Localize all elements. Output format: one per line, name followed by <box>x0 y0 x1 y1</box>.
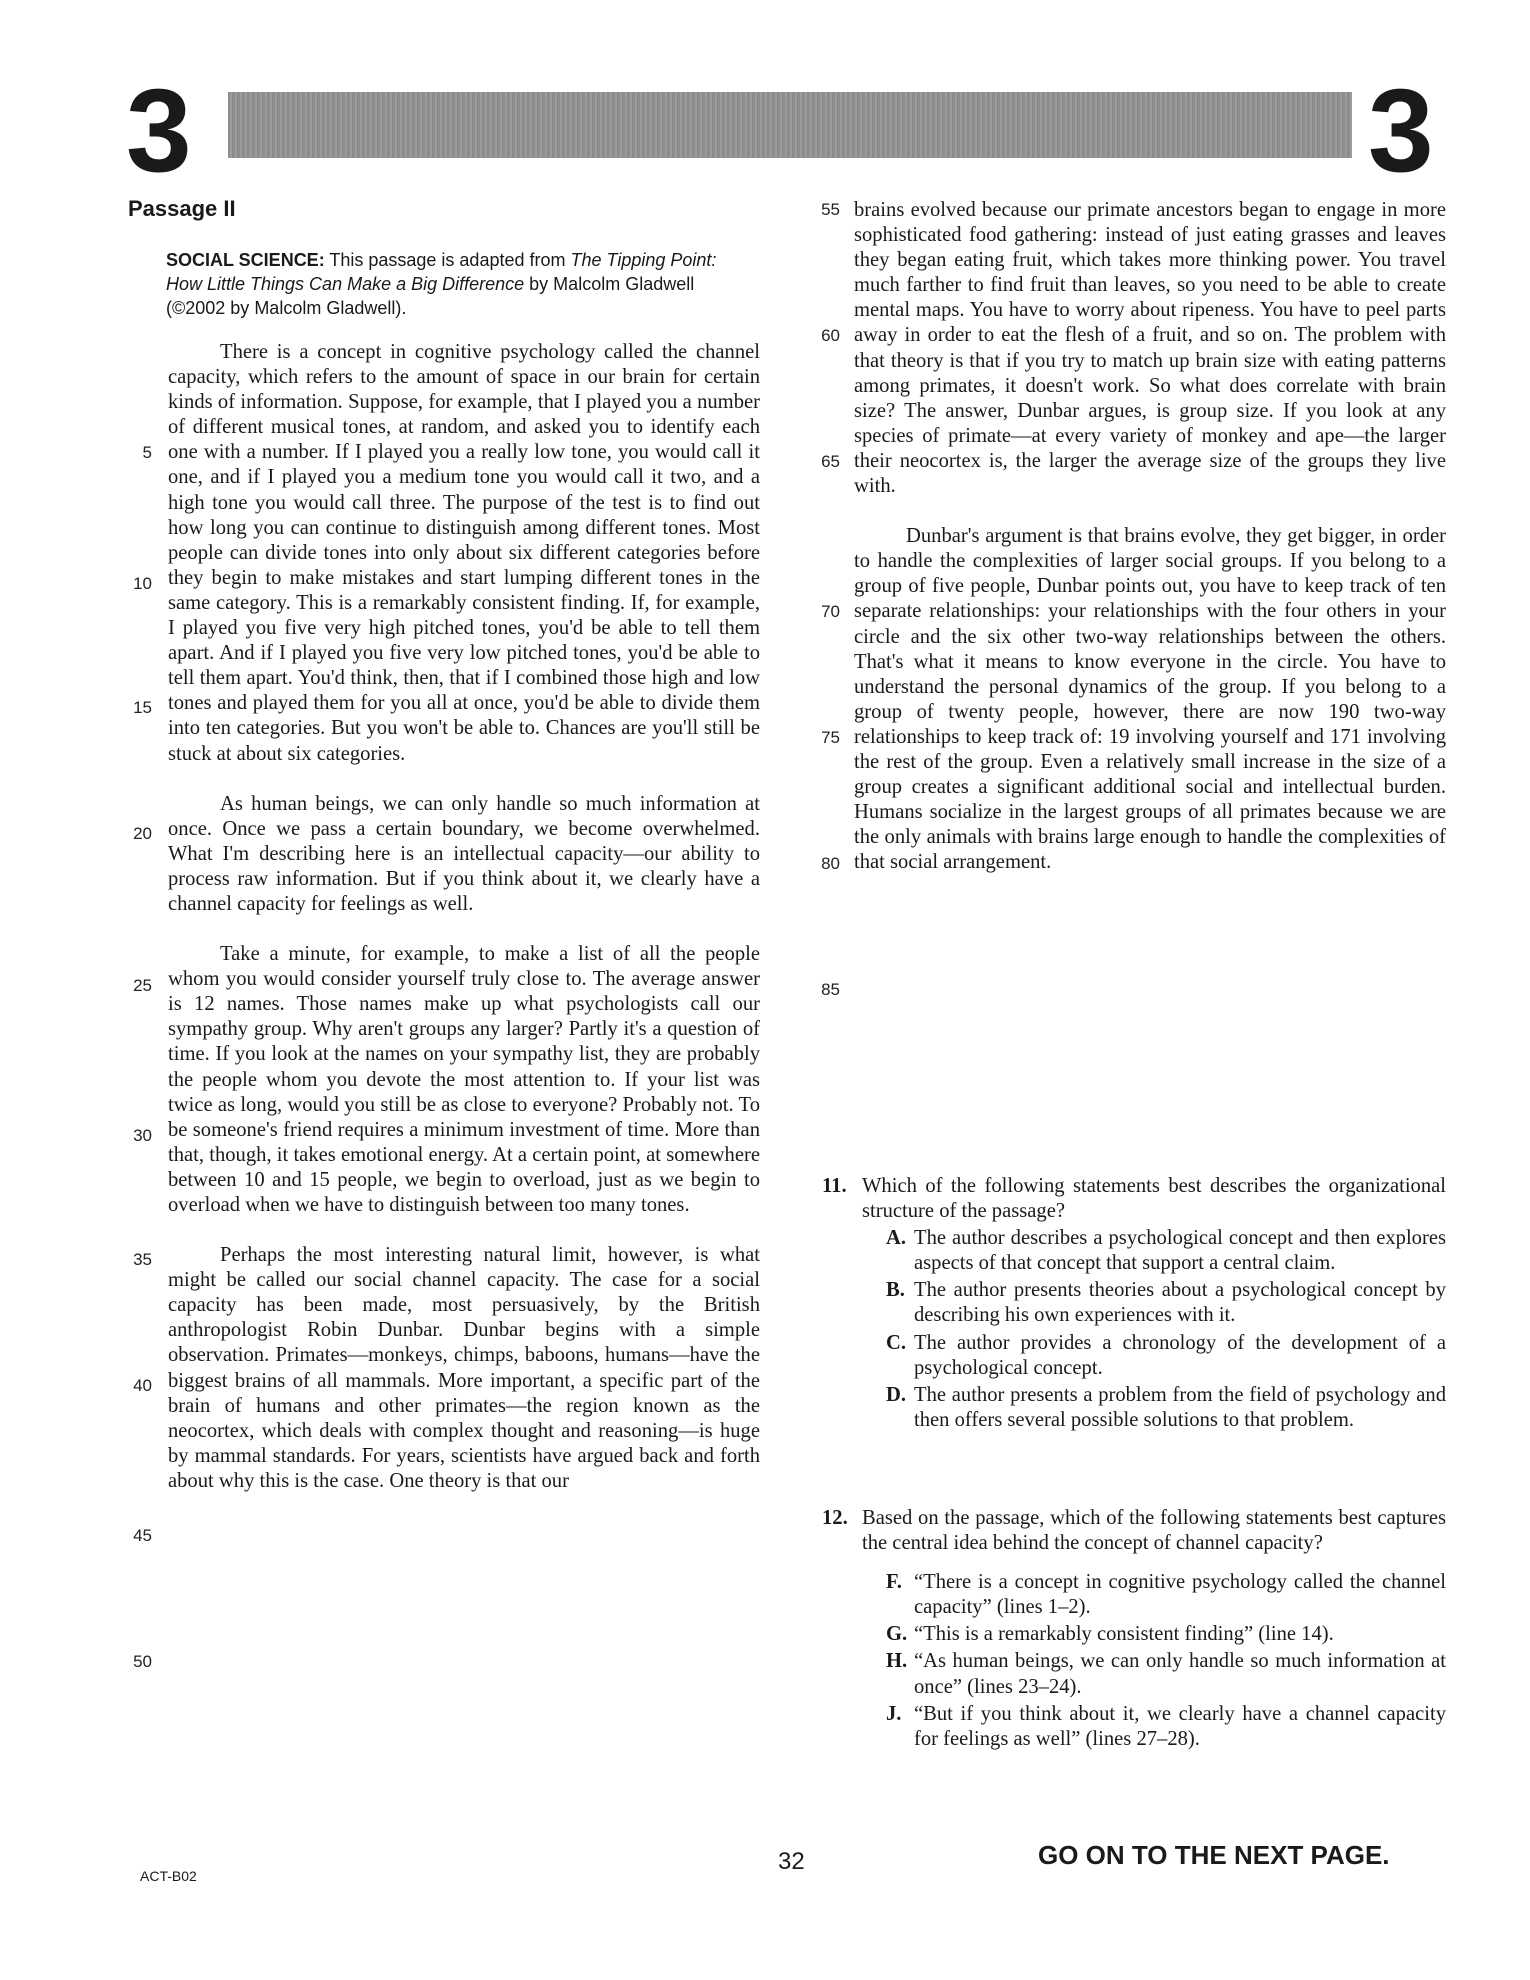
source-text-after: by Malcolm Gladwell (©2002 by Malcolm Gladwell). <box>166 274 695 318</box>
line-number: 15 <box>133 698 152 717</box>
option-text: The author describes a psychological concept and then explores aspects of that concept that support a central claim. <box>914 1227 1446 1275</box>
answer-option-h[interactable] <box>862 1649 1446 1699</box>
question-number: 12. <box>822 1507 848 1529</box>
answer-option-c[interactable] <box>862 1331 1446 1381</box>
passage-paragraph: brains evolved because our primate ancestors began to engage in more sophisticated food gathering: instead of just eating grasses and leaves they began eating fruit, which takes more thinking power. You travel much farther to find fruit than leaves, so you need to be able to create mental maps. You have to worry about ripeness. You have to peel parts away in order to eat the flesh of a fruit, and so on. The problem with that theory is that if you try to match up brain size with eating patterns among primates, it doesn't work. So what does correlate with brain size? The answer, Dunbar argues, is group size. If you look at any species of primate—at every variety of monkey and ape—the larger their neocortex is, the larger the average size of the groups they live with. <box>854 199 1446 498</box>
option-letter: C. <box>886 1331 907 1354</box>
option-letter: H. <box>886 1650 908 1673</box>
option-letter: F. <box>886 1571 902 1594</box>
passage-label: Passage II <box>128 196 236 221</box>
test-form-code: ACT-B02 <box>140 1868 197 1884</box>
answer-option-g[interactable] <box>862 1622 1446 1647</box>
answer-option-j[interactable] <box>862 1702 1446 1752</box>
question-stem <box>822 1506 1446 1556</box>
answer-option-a[interactable] <box>862 1226 1446 1276</box>
option-text: The author provides a chronology of the development of a psychological concept. <box>914 1331 1446 1379</box>
source-text-before: This passage is adapted from <box>324 250 571 270</box>
line-number: 50 <box>133 1652 152 1671</box>
line-number: 65 <box>821 452 840 471</box>
passage-paragraph: Perhaps the most interesting natural limit, however, is what might be called our social channel capacity. The case for a social capacity has been made, most persuasively, by the British anthropologist Robin Dunbar. Dunbar begins with a simple observation. Primates—monkeys, chimps, baboons, humans—have the biggest brains of all mammals. More important, a specific part of the brain of humans and other primates—the region known as the neocortex, which deals with complex thought and reasoning—is huge by mammal standards. For years, scientists have argued back and forth about why this is the case. One theory is that our <box>168 1244 760 1492</box>
line-number: 70 <box>821 602 840 621</box>
passage-source <box>166 248 756 320</box>
line-number: 75 <box>821 728 840 747</box>
option-text: “As human beings, we can only handle so much information at once” (lines 23–24). <box>914 1650 1446 1698</box>
line-number: 60 <box>821 326 840 345</box>
line-number: 25 <box>133 976 152 995</box>
section-number-left: 3 <box>126 65 190 197</box>
question-text: Which of the following statements best describes the organizational structure of the passage? <box>862 1175 1446 1223</box>
passage-right-column <box>854 198 1446 875</box>
option-text: The author presents a problem from the field of psychology and then offers several possible solutions to that problem. <box>914 1383 1446 1431</box>
line-number: 85 <box>821 980 840 999</box>
line-number: 45 <box>133 1526 152 1545</box>
page-number: 32 <box>778 1848 805 1875</box>
line-number: 40 <box>133 1376 152 1395</box>
answer-option-d[interactable] <box>862 1383 1446 1433</box>
line-number: 30 <box>133 1126 152 1145</box>
next-page-notice: GO ON TO THE NEXT PAGE. <box>1038 1840 1390 1870</box>
option-letter: D. <box>886 1383 907 1406</box>
answer-option-f[interactable] <box>862 1570 1446 1620</box>
line-number: 55 <box>821 200 840 219</box>
line-number: 10 <box>133 574 152 593</box>
question-text: Based on the passage, which of the following statements best captures the central idea behind the concept of channel capacity? <box>862 1507 1446 1555</box>
line-number: 80 <box>821 854 840 873</box>
option-text: “This is a remarkably consistent finding” (line 14). <box>914 1623 1334 1646</box>
option-letter: B. <box>886 1279 905 1302</box>
question-number: 11. <box>822 1175 847 1197</box>
answer-option-b[interactable] <box>862 1278 1446 1328</box>
passage-paragraph: Take a minute, for example, to make a list of all the people whom you would consider yourself truly close to. The average answer is 12 names. Those names make up what psychologists call our sympathy group. Why aren't groups any larger? Partly it's a question of time. If you look at the names on your sympathy list, they are probably the people whom you devote the most attention to. If your list was twice as long, would you still be as close to everyone? Probably not. To be someone's friend requires a minimum investment of time. More than that, though, it takes emotional energy. At a certain point, at somewhere between 10 and 15 people, we begin to overload, just as we begin to overload when we have to distinguish between too many tones. <box>168 943 760 1216</box>
passage-paragraph: Dunbar's argument is that brains evolve, they get bigger, in order to handle the complexities of larger social groups. If you belong to a group of five people, Dunbar points out, you have to keep track of ten separate relationships: your relationships with the four others in your circle and the six other two-way relationships between the others. That's what it means to know everyone in the circle. You have to understand the personal dynamics of the group. If you belong to a group of twenty people, however, there are now 190 two-way relationships to keep track of: 19 involving yourself and 171 involving the rest of the group. Even a relatively small increase in the size of a group creates a significant additional social and intellectual burden. Humans socialize in the largest groups of all primates because we are the only animals with brains large enough to handle the complexities of that social arrangement. <box>854 525 1446 874</box>
line-number: 35 <box>133 1250 152 1269</box>
section-header-bar <box>228 92 1352 158</box>
source-label: SOCIAL SCIENCE: <box>166 250 325 270</box>
option-text: “There is a concept in cognitive psychology called the channel capacity” (lines 1–2). <box>914 1571 1446 1619</box>
source-title: The Tipping Point: How Little Things Can Make a Big Difference <box>166 250 717 294</box>
option-letter: J. <box>886 1702 902 1725</box>
option-letter: G. <box>886 1623 908 1646</box>
passage-paragraph: As human beings, we can only handle so much information at once. Once we pass a certain boundary, we become overwhelmed. What I'm describing here is an intellectual capacity—our ability to process raw information. But if you think about it, we clearly have a channel capacity for feelings as well. <box>168 792 760 915</box>
question-12 <box>822 1506 1446 1752</box>
passage-left-column <box>168 340 760 1494</box>
option-text: The author presents theories about a psychological concept by describing his own experiences with it. <box>914 1279 1446 1327</box>
section-number-right: 3 <box>1368 65 1432 197</box>
line-number: 5 <box>142 443 152 462</box>
option-text: “But if you think about it, we clearly have a channel capacity for feelings as well” (lines 27–28). <box>914 1702 1446 1750</box>
question-11 <box>822 1174 1446 1433</box>
option-letter: A. <box>886 1227 907 1250</box>
question-stem <box>822 1174 1446 1224</box>
passage-paragraph: There is a concept in cognitive psychology called the channel capacity, which refers to the amount of space in our brain for certain kinds of information. Suppose, for example, that I played you a number of different musical tones, at random, and asked you to identify each one with a number. If I played you a really low tone, you would call it one, and if I played you a medium tone you would call it two, and a high tone you would call three. The purpose of the test is to find out how long you can continue to distinguish among different tones. Most people can divide tones into only about six different categories before they begin to make mistakes and start lumping different tones in the same category. This is a remarkably consistent finding. If, for example, I played you five very high pitched tones, you'd be able to tell them apart. And if I played you five very low pitched tones, you'd be able to tell them apart. You'd think, then, that if I combined those high and low tones and played them for you all at once, you'd be able to divide them into ten categories. But you won't be able to. Chances are you'll still be stuck at about six categories. <box>168 341 760 765</box>
line-number: 20 <box>133 824 152 843</box>
